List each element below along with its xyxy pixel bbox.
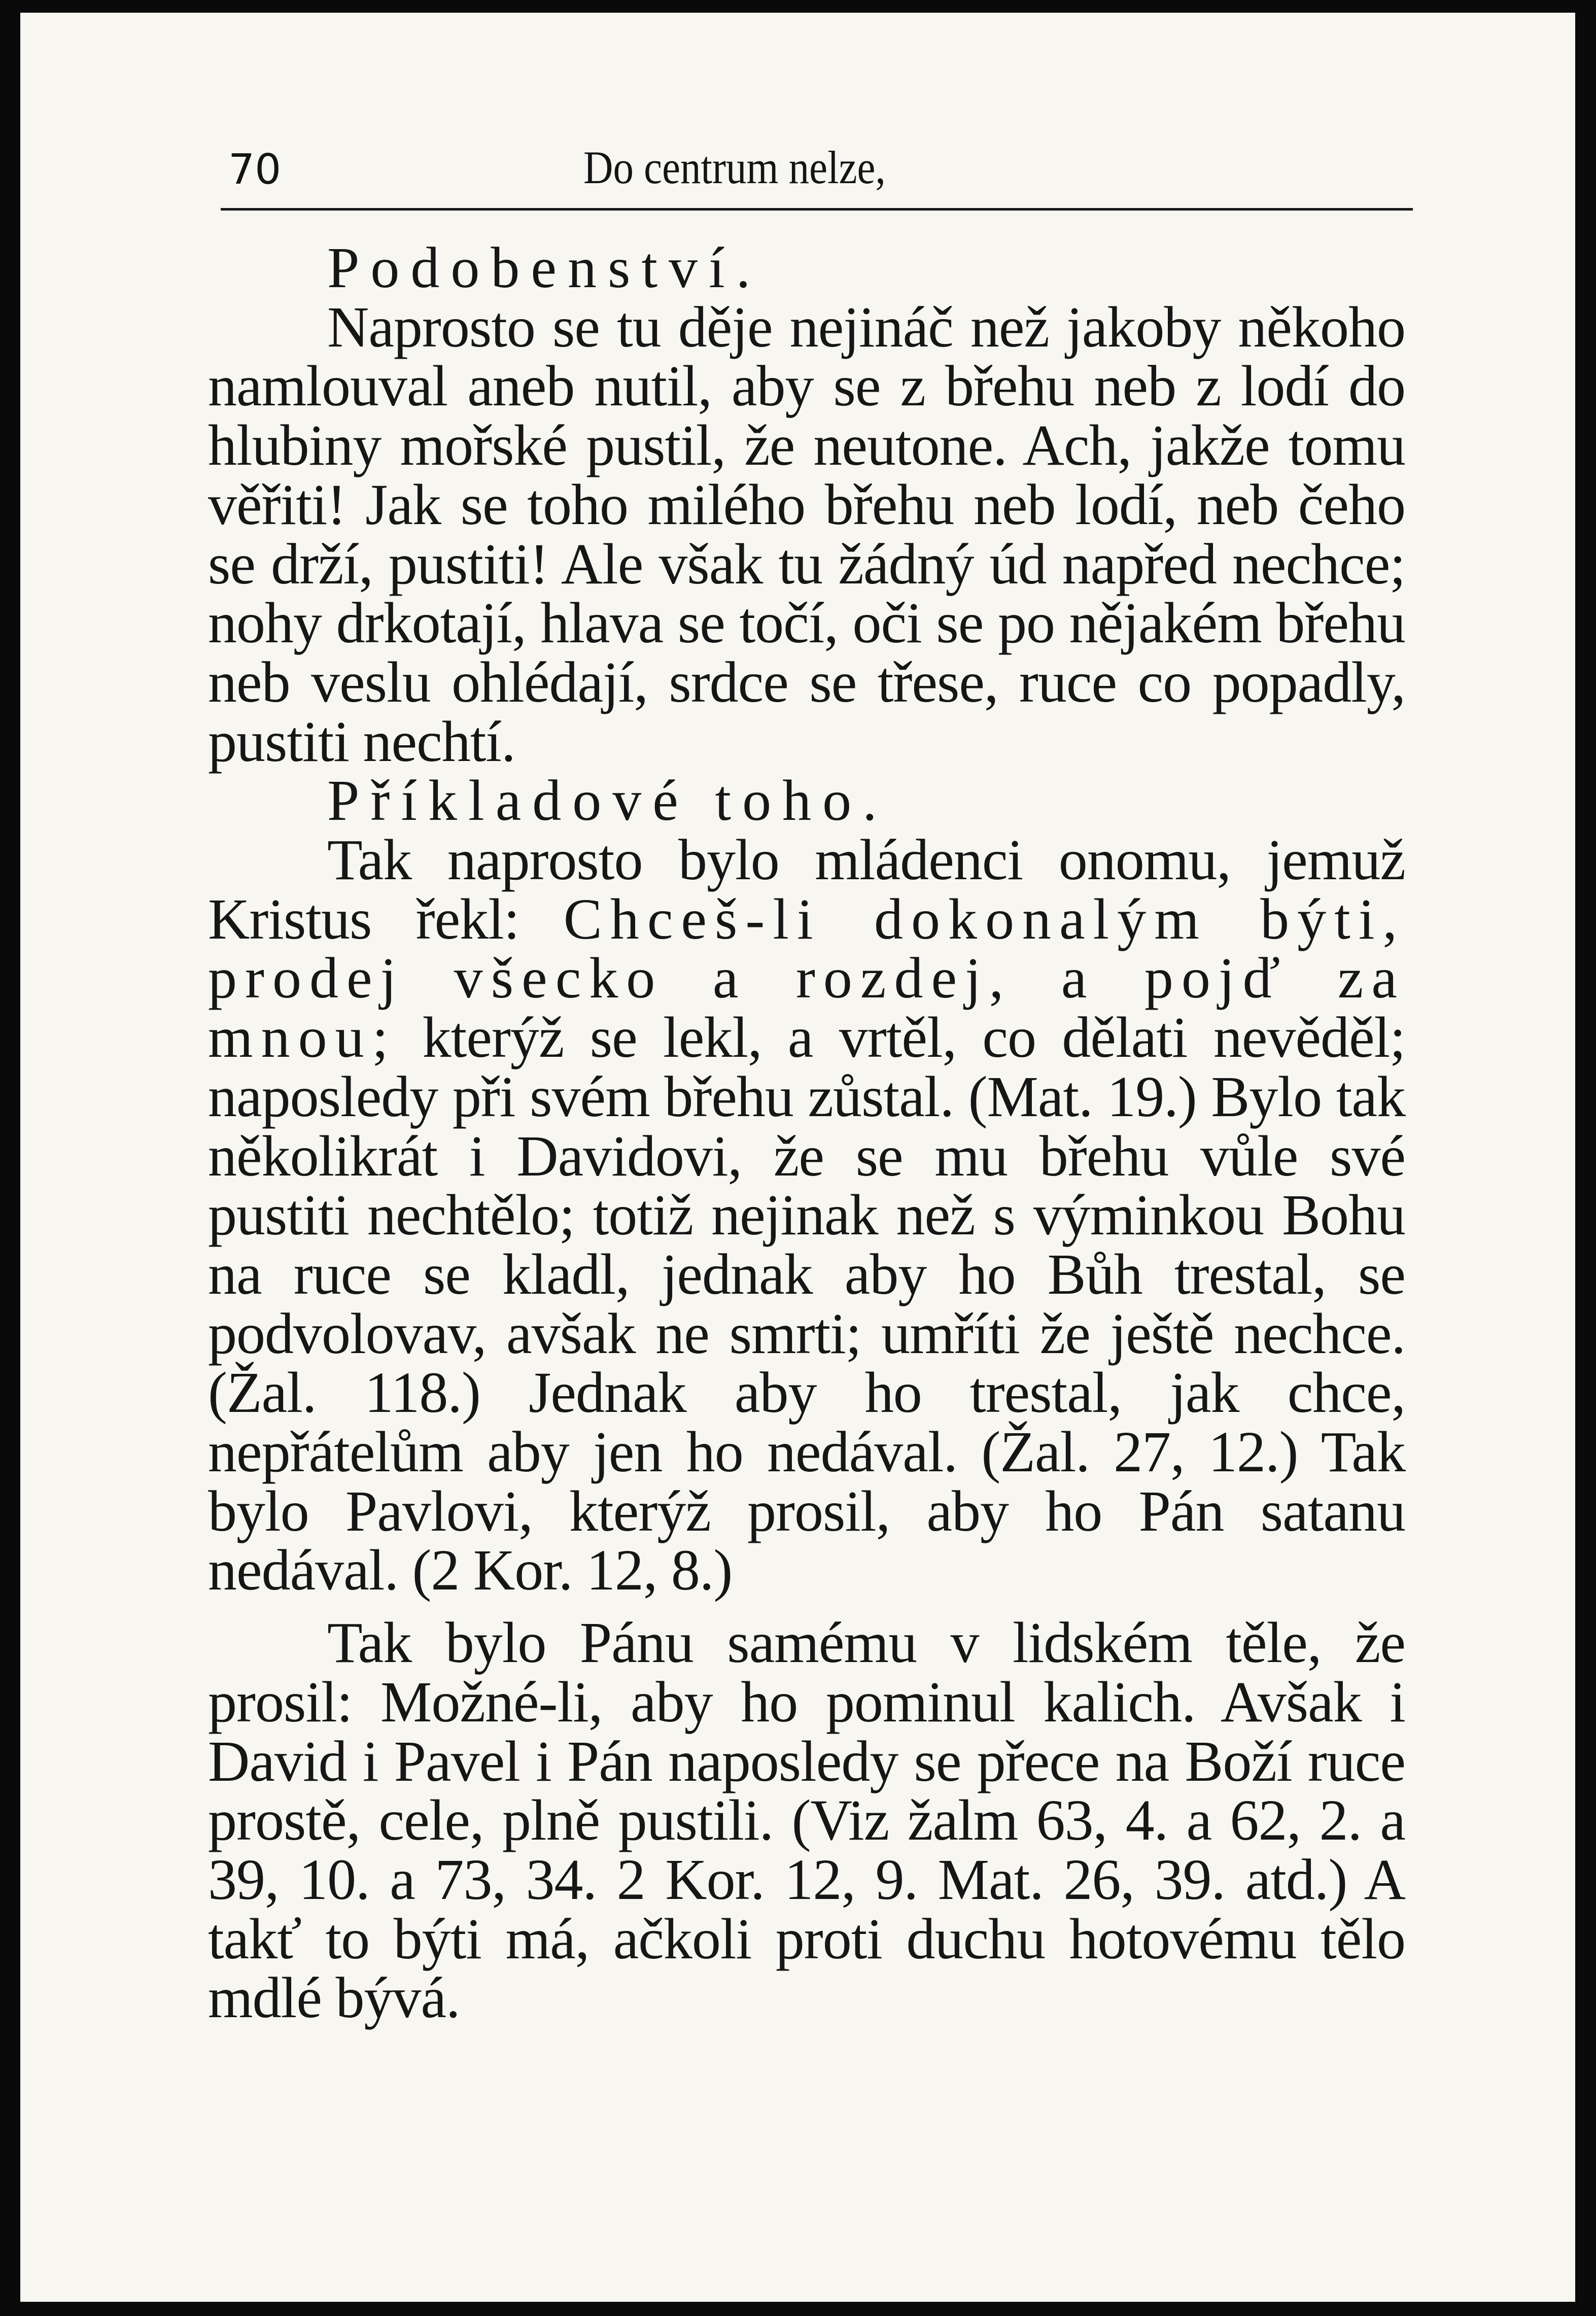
running-title: Do centrum nelze, [583, 142, 886, 193]
book-page [20, 13, 1575, 2302]
paragraph-priklady [208, 827, 1405, 1603]
header-rule [221, 208, 1413, 211]
page-number: 70 [228, 146, 282, 194]
paragraph-priklady-rest: kterýž se lekl, a vrtěl, co dělati nevěděl; naposledy při svém břehu zůstal. (Mat. 19.) Bylo tak několikrát i Davidovi, že se mu břehu vůle své pustiti nechtělo; totiž nejinak než s výminkou Bohu na ruce se kladl, jednak aby ho Bůh trestal, se podvolovav, avšak ne smrti; umříti že ještě nechce. (Žal. 118.) Jednak aby ho trestal, jak chce, nepřátelům aby jen ho nedával. (Žal. 27, 12.) Tak bylo Pavlovi, kterýž prosil, aby ho Pán satanu nedával. (2 Kor. 12, 8.) [208, 1005, 1405, 1603]
paragraph-priklady-intro: Tak naprosto bylo mládenci onomu, jemuž Kristus řekl: [208, 827, 1405, 951]
body-text [208, 235, 1405, 2030]
section-heading-podobenstvi: Podobenství. [327, 235, 762, 300]
page-header [218, 132, 1410, 208]
paragraph-pan: Tak bylo Pánu samému v lidském těle, že prosil: Možné-li, aby ho pominul kalich. Avšak i David i Pavel i Pán naposledy se přece na Boží ruce prostě, cele, plně pustili. (Viz žalm 63, 4. a 62, 2. a 39, 10. a 73, 34. 2 Kor. 12, 9. Mat. 26, 39. atd.) A takť to býti má, ačkoli proti duchu hotovému tělo mdlé bývá. [208, 1610, 1405, 2030]
section-heading-prikladove: Příkladové toho. [327, 768, 888, 833]
paragraph-podobenstvi: Naprosto se tu děje nejináč než jakoby někoho namlouval aneb nutil, aby se z břehu neb z lodí do hlubiny mořské pustil, že neutone. Ach, jakže tomu věřiti! Jak se toho milého břehu neb lodí, neb čeho se drží, pustiti! Ale však tu žádný úd napřed nechce; nohy drkotají, hlava se točí, oči se po nějakém břehu neb veslu ohlédají, srdce se třese, ruce co popadly, pustiti nechtí. [208, 294, 1405, 774]
spaced-quote: Chceš-li dokonalým býti, prodej všecko a rozdej, a pojď za mnou; [208, 886, 1405, 1070]
